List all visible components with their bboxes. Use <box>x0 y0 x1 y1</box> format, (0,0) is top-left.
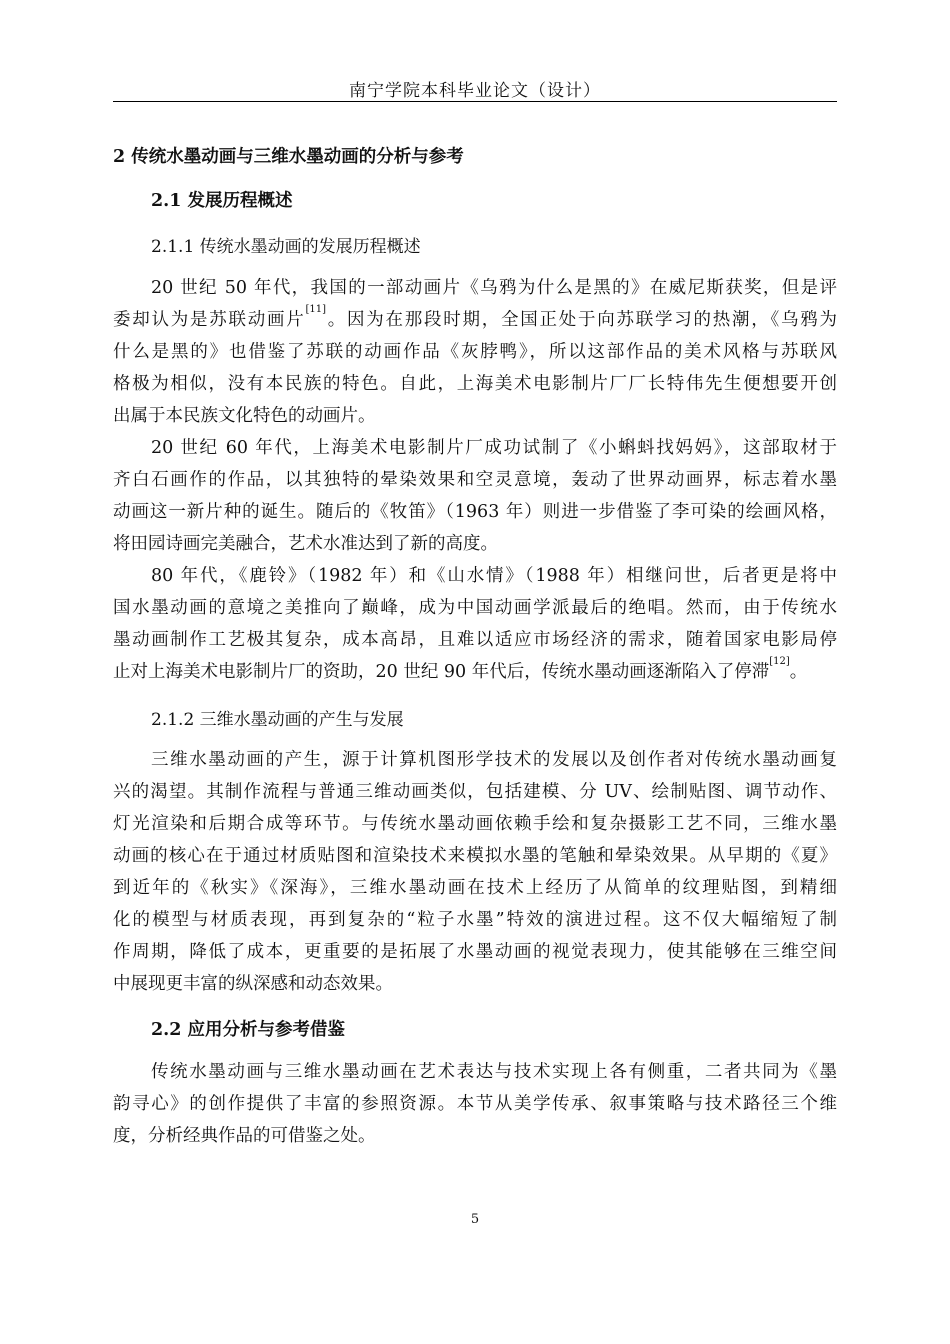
paragraph-5-line: 度，分析经典作品的可借鉴之处。 <box>113 1126 376 1146</box>
subsubsection-heading-2-1-1: 2.1.1 传统水墨动画的发展历程概述 <box>151 237 421 257</box>
citation-ref: [12] <box>769 656 790 667</box>
paragraph-1-line: 委却认为是苏联动画片[11]。因为在那段时期，全国正处于向苏联学习的热潮，《乌鸦为 <box>113 304 838 330</box>
paragraph-5-line: 韵寻心》的创作提供了丰富的参照资源。本节从美学传承、叙事策略与技术路径三个维 <box>113 1094 837 1114</box>
paragraph-3-line: 80 年代，《鹿铃》（1982 年）和《山水情》（1988 年）相继问世，后者更是将中 <box>151 566 837 586</box>
paragraph-1-line: 格极为相似，没有本民族的特色。自此，上海美术电影制片厂厂长特伟先生便想要开创 <box>113 374 837 394</box>
paragraph-4-line: 作周期，降低了成本，更重要的是拓展了水墨动画的视觉表现力，使其能够在三维空间 <box>113 942 837 962</box>
paragraph-2-line: 齐白石画作的作品，以其独特的晕染效果和空灵意境，轰动了世界动画界，标志着水墨 <box>113 470 837 490</box>
paragraph-4-line: 灯光渲染和后期合成等环节。与传统水墨动画依赖手绘和复杂摄影工艺不同，三维水墨 <box>113 814 837 834</box>
paragraph-2-line: 动画这一新片种的诞生。随后的《牧笛》（1963 年）则进一步借鉴了李可染的绘画风格， <box>113 502 837 522</box>
paragraph-2-line: 将田园诗画完美融合，艺术水准达到了新的高度。 <box>113 534 498 554</box>
page-number: 5 <box>470 1212 480 1227</box>
paragraph-4-line: 动画的核心在于通过材质贴图和渲染技术来模拟水墨的笔触和晕染效果。从早期的《夏》 <box>113 846 837 866</box>
subsection-heading-2-2: 2.2 应用分析与参考借鉴 <box>151 1020 346 1040</box>
citation-ref: [11] <box>305 304 327 315</box>
paragraph-3-line: 国水墨动画的意境之美推向了巅峰，成为中国动画学派最后的绝唱。然而，由于传统水 <box>113 598 837 618</box>
paragraph-1-line: 什么是黑的》也借鉴了苏联的动画作品《灰脖鸭》，所以这部作品的美术风格与苏联风 <box>113 342 837 362</box>
paragraph-3-line: 止对上海美术电影制片厂的资助，20 世纪 90 年代后，传统水墨动画逐渐陷入了停滞[12]。 <box>113 656 808 682</box>
subsubsection-heading-2-1-2: 2.1.2 三维水墨动画的产生与发展 <box>151 710 404 730</box>
paragraph-1-line: 20 世纪 50 年代，我国的一部动画片《乌鸦为什么是黑的》在威尼斯获奖，但是评 <box>151 278 837 298</box>
subsection-heading-2-1: 2.1 发展历程概述 <box>151 191 293 211</box>
paragraph-4-line: 中展现更丰富的纵深感和动态效果。 <box>113 974 393 994</box>
paragraph-2-line: 20 世纪 60 年代，上海美术电影制片厂成功试制了《小蝌蚪找妈妈》，这部取材于 <box>151 438 837 458</box>
header-rule <box>113 101 837 102</box>
paragraph-4-line: 到近年的《秋实》《深海》，三维水墨动画在技术上经历了从简单的纹理贴图，到精细 <box>113 878 837 898</box>
paragraph-4-line: 兴的渴望。其制作流程与普通三维动画类似，包括建模、分 UV、绘制贴图、调节动作、 <box>113 782 837 802</box>
paragraph-1-line: 出属于本民族文化特色的动画片。 <box>113 406 376 426</box>
section-heading: 2 传统水墨动画与三维水墨动画的分析与参考 <box>113 147 464 167</box>
running-header: 南宁学院本科毕业论文（设计） <box>349 81 601 101</box>
paragraph-4-line: 化的模型与材质表现，再到复杂的“粒子水墨”特效的演进过程。这不仅大幅缩短了制 <box>113 910 837 930</box>
paragraph-5-line: 传统水墨动画与三维水墨动画在艺术表达与技术实现上各有侧重，二者共同为《墨 <box>151 1062 837 1082</box>
paragraph-4-line: 三维水墨动画的产生，源于计算机图形学技术的发展以及创作者对传统水墨动画复 <box>151 750 837 770</box>
paragraph-3-line: 墨动画制作工艺极其复杂，成本高昂，且难以适应市场经济的需求，随着国家电影局停 <box>113 630 837 650</box>
